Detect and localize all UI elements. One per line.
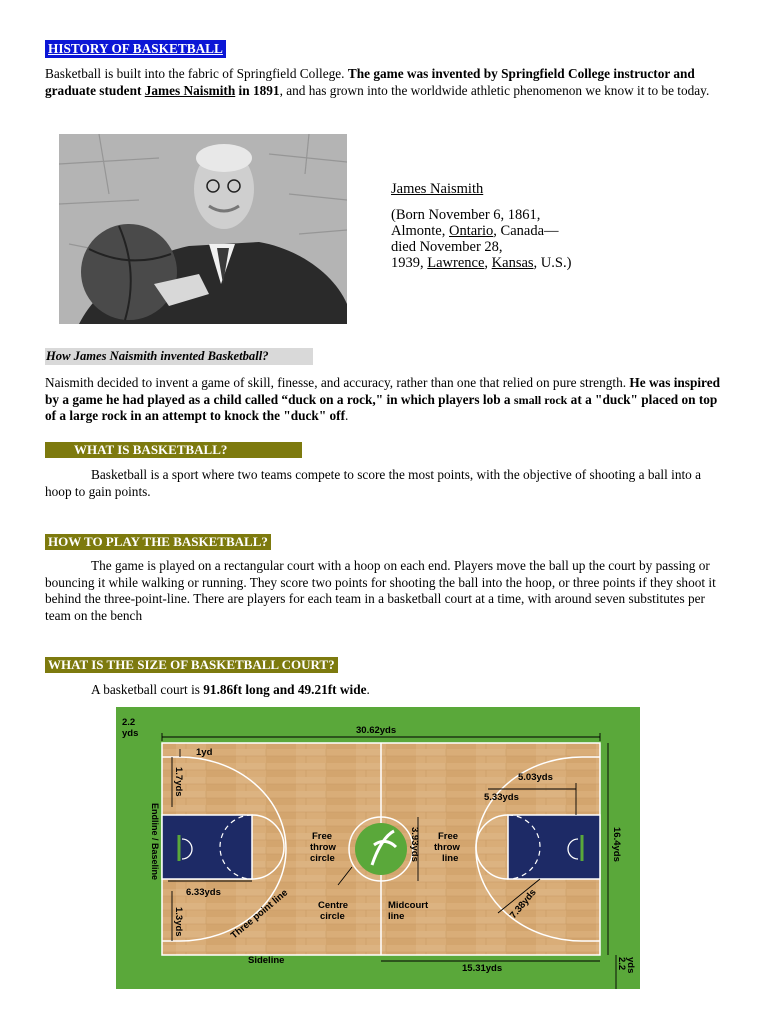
dim-length: 30.62yds <box>356 725 397 736</box>
caption-died: died November 28, <box>391 239 503 255</box>
invented-paragraph: Naismith decided to invent a game of skill, finesse, and accuracy, rather than one that relied on pure strength. He was inspired by a game he had played as a child called “duck on a rock," in which players lob a small rock at a "duck" placed on top of a large rock in an attempt to knock the "duck" off. <box>45 375 721 423</box>
how-heading: HOW TO PLAY THE BASKETBALL? <box>45 534 271 550</box>
caption-birthplace: Almonte, Ontario, Canada— <box>391 223 559 239</box>
naismith-link[interactable]: James Naismith <box>144 82 236 98</box>
history-text-bold: The game was invented by Springfield College instructor and graduate student <box>45 66 695 98</box>
ft-circle-c: circle <box>310 853 335 864</box>
dim-border-a: 2.2 <box>122 717 136 728</box>
dim-ft-dist: 7.38yds <box>507 887 539 921</box>
court-diagram <box>116 707 640 989</box>
caption-born: (Born November 6, 1861, <box>391 207 541 223</box>
caption-name: James Naismith <box>391 181 484 197</box>
naismith-portrait-image <box>59 134 347 324</box>
center-logo <box>355 823 407 875</box>
dim-corner: 1.7yds <box>173 767 184 797</box>
invented-small-rock: small rock <box>513 392 568 407</box>
midcourt-label-a: Midcourt <box>388 900 429 911</box>
history-heading: HISTORY OF BASKETBALL <box>45 40 226 58</box>
history-paragraph <box>45 66 725 99</box>
history-text-1: Basketball is built into the fabric of Springfield College. <box>45 66 348 81</box>
dim-center: 3.93yds <box>409 827 420 862</box>
dim-border2-b: yds <box>625 957 636 974</box>
size-paragraph: A basketball court is 91.86ft long and 49.21ft wide. <box>91 682 370 697</box>
court-dimensions: 91.86ft long and 49.21ft wide <box>203 682 367 697</box>
photo-caption <box>391 181 571 271</box>
dim-three-arc: 6.33yds <box>186 887 221 898</box>
kansas-link[interactable]: Kansas <box>491 255 534 271</box>
dim-lane-len: 5.03yds <box>518 772 553 783</box>
court-svg <box>116 707 640 989</box>
paint-right <box>508 815 600 879</box>
endline-label: Endline / Baseline <box>150 803 160 881</box>
three-point-label: Three point line <box>228 887 291 942</box>
what-paragraph: Basketball is a sport where two teams compete to score the most points, with the objective of shooting a ball into a hoop to gain points. <box>45 467 702 499</box>
invented-heading: How James Naismith invented Basketball? <box>45 348 313 365</box>
ft-line-b: throw <box>434 842 460 853</box>
dim-width: 16.4yds <box>611 827 622 862</box>
dim-three-corner: 1.3yds <box>173 907 184 937</box>
dim-half: 15.31yds <box>462 963 503 974</box>
invented-text-bold: He was inspired by a game he had played as a child called “duck on a rock," in which players lob a <box>45 375 721 407</box>
caption-deathplace: 1939, Lawrence, Kansas, U.S.) <box>391 255 572 271</box>
sideline-label: Sideline <box>248 955 285 966</box>
what-heading: WHAT IS BASKETBALL? <box>45 442 302 458</box>
ft-circle-a: Free <box>312 831 333 842</box>
invented-text: Naismith decided to invent a game of skill, finesse, and accuracy, rather than one that relied on pure strength. <box>45 375 630 390</box>
naismith-photo <box>59 134 347 324</box>
paint-left <box>162 815 252 879</box>
dim-1yd: 1yd <box>196 747 213 758</box>
ft-line-c: line <box>442 853 459 864</box>
history-year: in 1891 <box>235 82 280 98</box>
history-text-2: , and has grown into the worldwide athletic phenomenon we know it to be today. <box>279 82 710 98</box>
ft-circle-b: throw <box>310 842 336 853</box>
how-paragraph: The game is played on a rectangular court with a hoop on each end. Players move the ball up the court by passing or bouncing it while walking or running. They score two points for shooting the ball into the hoop, or three points if they shoot it behind the three-point-line. There are players for each team in a basketball court at a time, with around seven substitutes per team on the bench <box>45 558 716 623</box>
ft-line-a: Free <box>438 831 459 842</box>
midcourt-label-b: line <box>388 911 405 922</box>
dim-border-b: yds <box>122 728 139 739</box>
centre-label-a: Centre <box>318 900 349 911</box>
dim-border2-a: 2.2 <box>616 957 627 971</box>
ontario-link[interactable]: Ontario <box>449 223 494 239</box>
lawrence-link[interactable]: Lawrence <box>427 255 485 271</box>
centre-label-b: circle <box>320 911 345 922</box>
dim-lane-w: 5.33yds <box>484 792 519 803</box>
size-heading: WHAT IS THE SIZE OF BASKETBALL COURT? <box>45 657 338 673</box>
invented-text-bold-2: at a "duck" placed on top of a large rock in an attempt to knock the "duck" off <box>45 391 718 423</box>
